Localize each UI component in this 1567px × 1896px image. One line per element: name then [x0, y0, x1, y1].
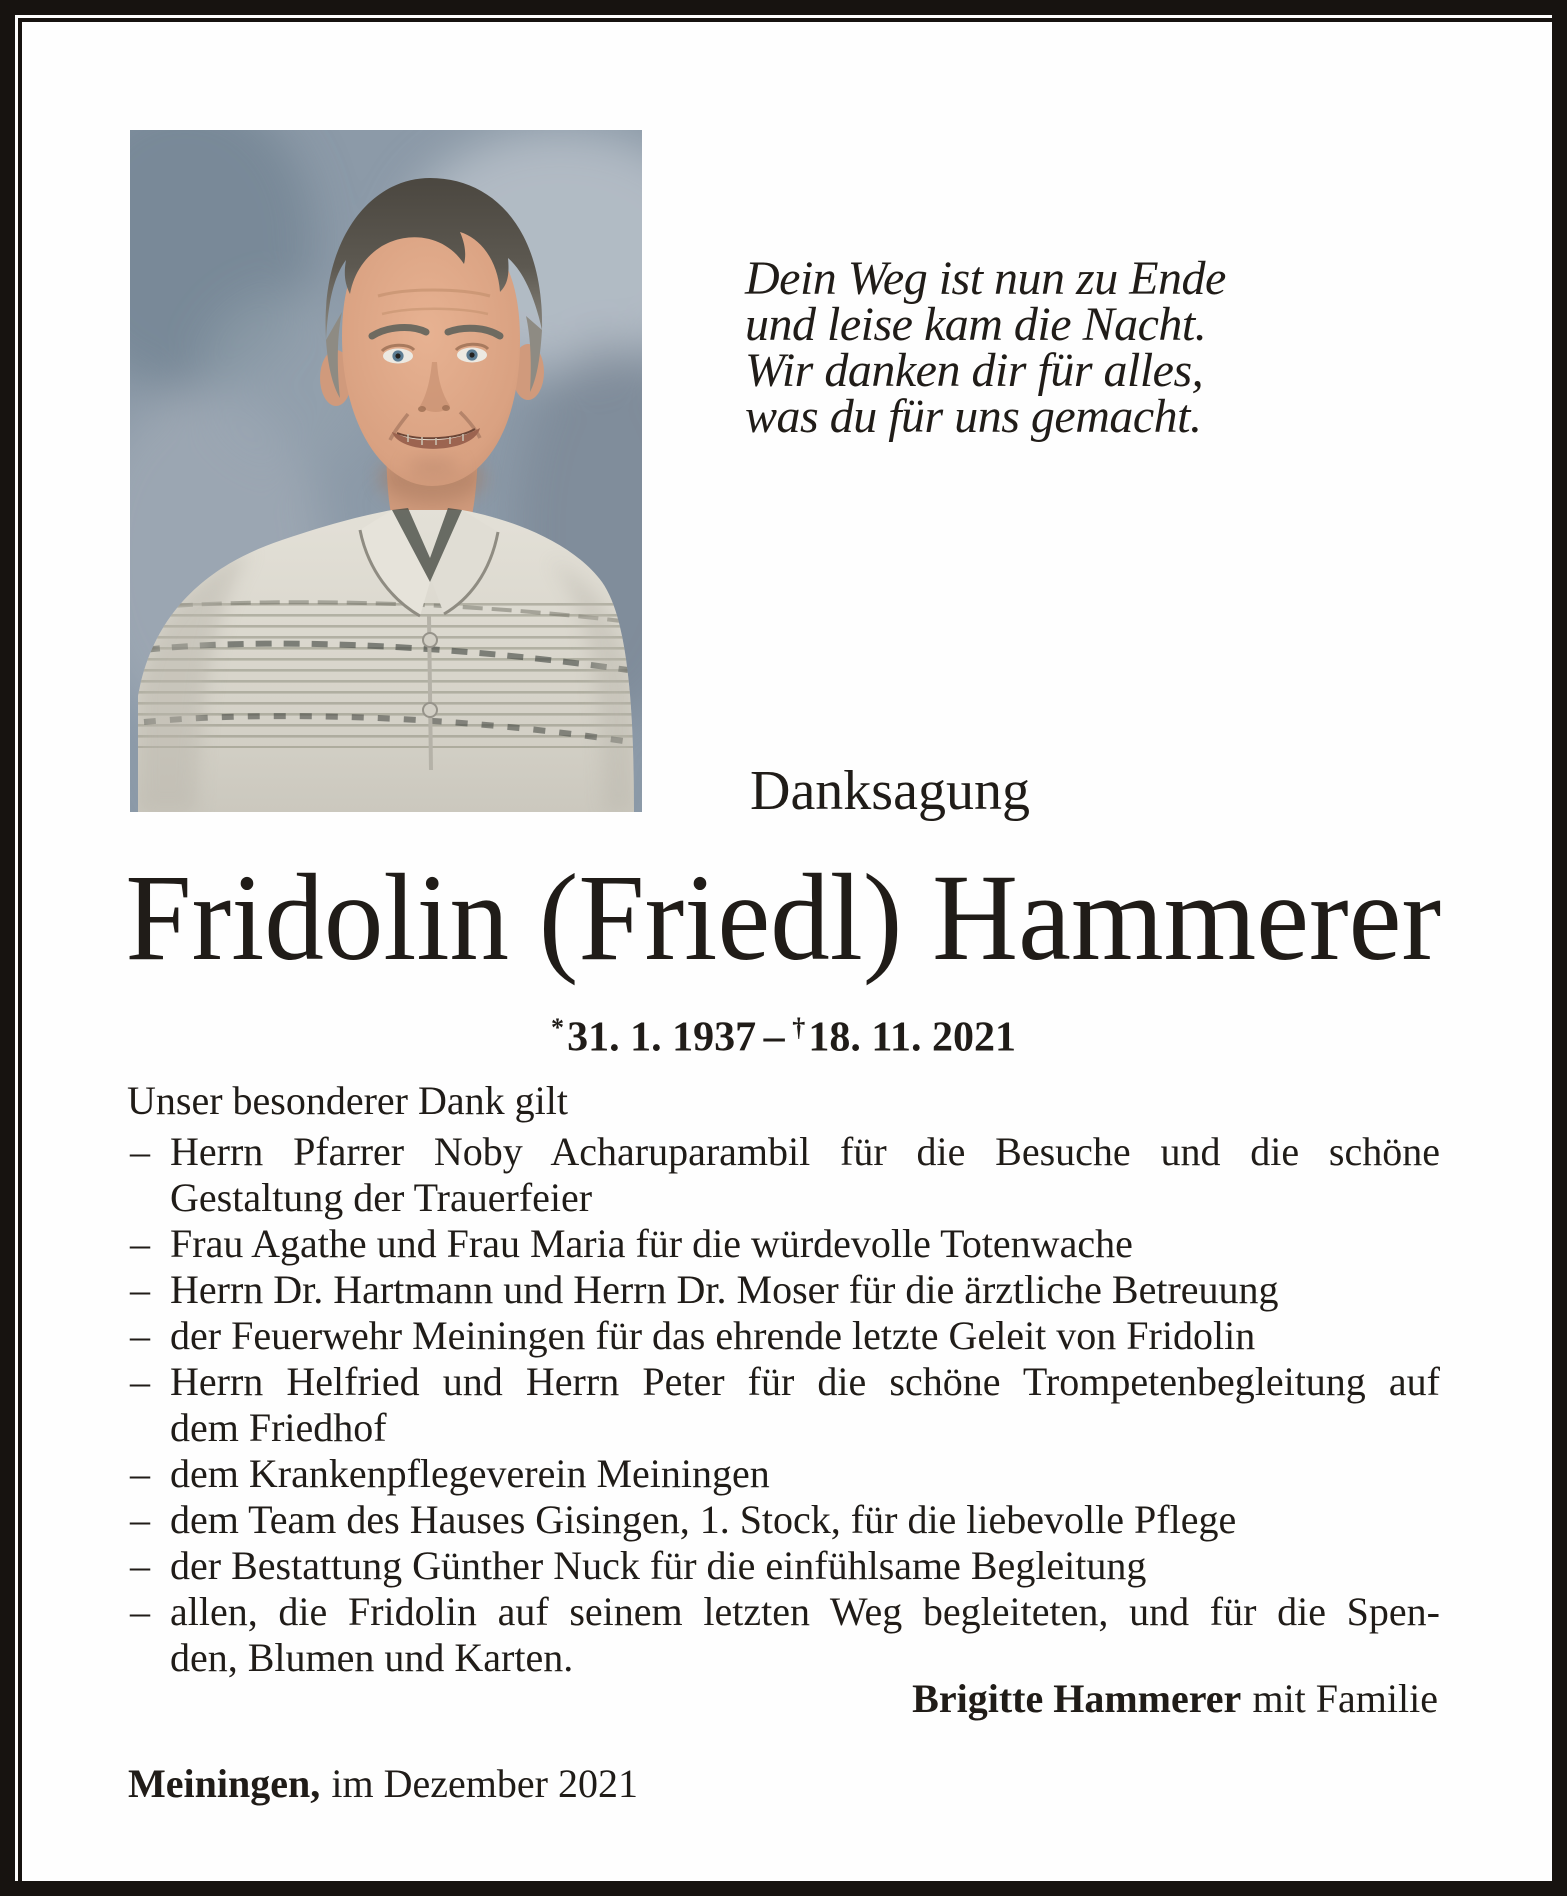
thanks-item-line: der Bestattung Günther Nuck für die einfühlsame Begleitung — [170, 1543, 1147, 1588]
deceased-name-text: Fridolin (Friedl) Hammerer — [125, 849, 1442, 986]
thanks-item — [130, 1267, 1440, 1313]
life-dates — [15, 1006, 1552, 1059]
memorial-verse — [745, 252, 1226, 443]
thanks-item-dash: – — [130, 1497, 150, 1542]
thanks-item-dash: – — [130, 1359, 150, 1404]
place-date-line — [128, 1761, 638, 1807]
thanks-item-dash: – — [130, 1451, 150, 1496]
signature-suffix: mit Familie — [1252, 1676, 1438, 1721]
thanks-item-line: den, Blumen und Karten. — [170, 1635, 574, 1680]
thanks-item — [130, 1451, 1440, 1497]
birth-date: 31. 1. 1937 — [567, 1014, 757, 1061]
thanks-intro: Unser besonderer Dank gilt — [127, 1078, 568, 1123]
thanks-item-line: Frau Agathe und Frau Maria für die würdevolle Totenwache — [170, 1221, 1133, 1266]
thanks-item-line: Gestaltung der Trauerfeier — [170, 1175, 593, 1220]
thanks-item-line: der Feuerwehr Meiningen für das ehrende letzte Geleit von Fridolin — [170, 1313, 1256, 1358]
place-label: Meiningen, — [128, 1761, 321, 1806]
portrait-photo-art — [130, 130, 642, 812]
thanks-item — [130, 1359, 1440, 1451]
thanks-item-dash: – — [130, 1589, 150, 1634]
thanks-item — [130, 1129, 1440, 1221]
thanks-item — [130, 1313, 1440, 1359]
thanks-item — [130, 1589, 1440, 1681]
thanks-item — [130, 1543, 1440, 1589]
signature-name: Brigitte Hammerer — [912, 1676, 1242, 1721]
portrait-photo — [130, 130, 642, 812]
deceased-name — [15, 849, 1552, 986]
death-date: 18. 11. 2021 — [808, 1014, 1017, 1061]
verse-line: und leise kam die Nacht. — [745, 298, 1207, 351]
thanks-item — [130, 1221, 1440, 1267]
thanks-item-dash: – — [130, 1267, 150, 1312]
family-signature — [130, 1676, 1438, 1722]
thanks-item-line: Herrn Pfarrer Noby Acharuparambil für die Besuche und die schöne — [170, 1129, 1440, 1174]
death-symbol: † — [792, 1013, 806, 1042]
thanks-item-line: Herrn Helfried und Herrn Peter für die schöne Trompetenbegleitung auf — [170, 1359, 1440, 1404]
thanks-item-line: dem Team des Hauses Gisingen, 1. Stock, für die liebevolle Pflege — [170, 1497, 1237, 1542]
thanks-item-line: allen, die Fridolin auf seinem letzten Weg begleiteten, und für die Spen- — [170, 1589, 1440, 1634]
thanks-item-dash: – — [130, 1543, 150, 1588]
dates-separator: – — [763, 1014, 785, 1061]
verse-line: was du für uns gemacht. — [745, 390, 1202, 443]
thanks-item — [130, 1497, 1440, 1543]
thanks-list — [130, 1129, 1440, 1681]
thanks-item-line: Herrn Dr. Hartmann und Herrn Dr. Moser für die ärztliche Betreuung — [170, 1267, 1279, 1312]
notice-type-label: Danksagung — [750, 760, 1030, 822]
date-label: im Dezember 2021 — [331, 1761, 638, 1806]
thanks-item-line: dem Krankenpflegeverein Meiningen — [170, 1451, 770, 1496]
birth-symbol: * — [550, 1013, 564, 1042]
verse-line: Wir danken dir für alles, — [745, 344, 1204, 397]
thanks-item-dash: – — [130, 1313, 150, 1358]
thanks-item-dash: – — [130, 1129, 150, 1174]
thanks-item-dash: – — [130, 1221, 150, 1266]
thanks-item-line: dem Friedhof — [170, 1405, 387, 1450]
verse-line: Dein Weg ist nun zu Ende — [745, 252, 1226, 305]
